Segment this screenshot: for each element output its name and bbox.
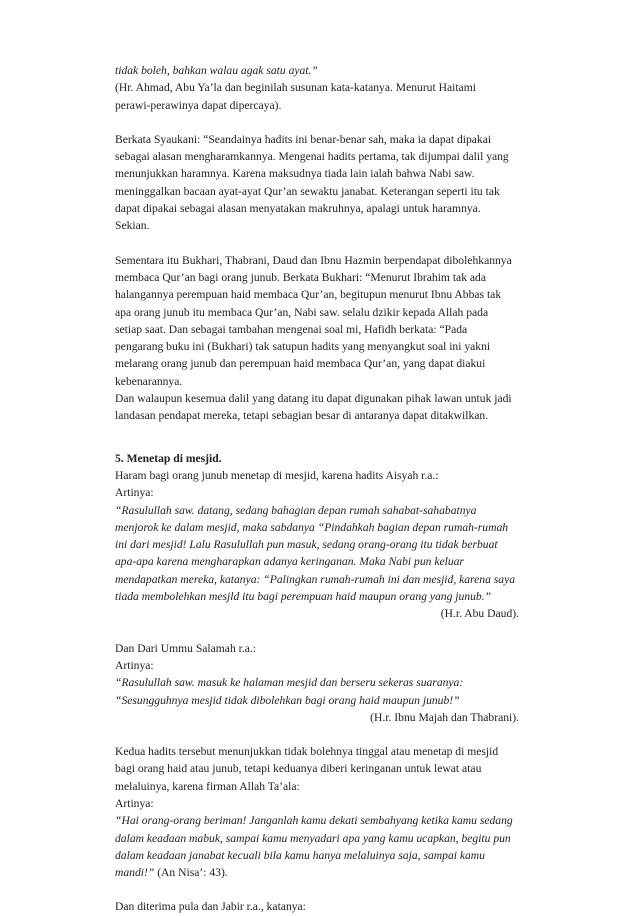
section-heading: 5. Menetap di mesjid. bbox=[115, 451, 222, 465]
text-line: (Hr. Ahmad, Abu Ya’la dan beginilah susunan kata-katanya. Menurut Haitami bbox=[115, 81, 476, 95]
text-line: “Sesungguhnya mesjid tidak dibolehkan bagi orang haid maupun junub!” bbox=[115, 693, 460, 707]
text-line: “Rasulullah saw. masuk ke halaman mesjid dan berseru sekeras suaranya: bbox=[115, 676, 464, 690]
text-line: sebagai alasan mengharamkannya. Mengenai hadits pertama, tak dijumpai dalil yang bbox=[115, 150, 509, 164]
text-line: pengarang buku ini (Bukhari) tak satupun hadits yang menyangkut soal ini yakni bbox=[115, 340, 491, 354]
text-line: Sekian. bbox=[115, 219, 150, 233]
text-line: Artinya: bbox=[115, 796, 154, 810]
text-line: tiada membolehkan mesjld itu bagi perempuan haid maupun orang yang junub.” bbox=[115, 590, 492, 604]
text-line: apa-apa karena mengharapkan adanya keringanan. Maka Nabi pun keluar bbox=[115, 555, 464, 569]
paragraph-an-nisa bbox=[115, 743, 525, 881]
text-line: dalam keadaan janabat kecuali bila kamu hanya melaluinya saja, sampai kamu bbox=[115, 848, 485, 862]
text-line: Artinya: bbox=[115, 486, 154, 500]
text-line: Berkata Syaukani: “Seandainya hadits ini benar-benar sah, maka ia dapat dipakai bbox=[115, 132, 492, 146]
text-line: perawi-perawinya dapat dipercaya). bbox=[115, 98, 282, 112]
text-line: kebenarannya. bbox=[115, 374, 183, 388]
text-line: bagi orang haid atau junub, tetapi keduanya diberi keringanan untuk lewat atau bbox=[115, 762, 482, 776]
text-line: Dan Dari Ummu Salamah r.a.: bbox=[115, 641, 257, 655]
verse-reference: (An Nisa’: 43). bbox=[154, 866, 228, 880]
text-line: Kedua hadits tersebut menunjukkan tidak bolehnya tinggal atau menetap di mesjid bbox=[115, 745, 499, 759]
text-line: setiap saat. Dan sebagai tambahan mengenai soal mi, Hafidh berkata: “Pada bbox=[115, 322, 468, 336]
text-line: Dan diterima pula dan Jabir r.a., katanya: bbox=[115, 900, 306, 914]
citation: (H.r. Abu Daud). bbox=[440, 607, 519, 621]
text-line: landasan pendapat mereka, tetapi sebagian besar di antaranya dapat ditakwilkan. bbox=[115, 409, 489, 423]
citation: (H.r. Ibnu Majah dan Thabrani). bbox=[370, 710, 519, 724]
text-line: meninggalkan bacaan ayat-ayat Qur’an sewaktu janabat. Keterangan seperti itu tak bbox=[115, 184, 500, 198]
text-line: Haram bagi orang junub menetap di mesjid, karena hadits Aisyah r.a.: bbox=[115, 468, 439, 482]
paragraph-syaukani bbox=[115, 131, 525, 235]
quote-end: mandi!” bbox=[115, 866, 155, 880]
paragraph-hadith-ahmad bbox=[115, 62, 525, 114]
text-line: menjorok ke dalam mesjid, maka sabdanya “Pindahkah bagian depan rumah-rumah bbox=[115, 520, 509, 534]
text-line: melaluinya, karena firman Allah Ta’ala: bbox=[115, 779, 300, 793]
paragraph-aisyah bbox=[115, 467, 525, 623]
document-page bbox=[115, 62, 525, 916]
text-line: Dan walaupun kesemua dalil yang datang itu dapat digunakan pihak lawan untuk jadi bbox=[115, 392, 512, 406]
text-line: Sementara itu Bukhari, Thabrani, Daud dan Ibnu Hazmin berpendapat dibolehkannya bbox=[115, 253, 512, 267]
text-line: ini dari mesjid! Lalu Rasulullah pun masuk, sedang orang-orang itu tidak berbuat bbox=[115, 538, 498, 552]
paragraph-bukhari bbox=[115, 252, 525, 425]
text-line: melarang orang junub dan perempuan haid membaca Qur’an, yang dapat diakui bbox=[115, 357, 486, 371]
text-line bbox=[115, 864, 525, 881]
paragraph-ummu-salamah bbox=[115, 640, 525, 726]
text-line: mendapatkan mereka, katanya: “Palingkan rumah-rumah ini dan mesjid, karena saya bbox=[115, 572, 516, 586]
text-line: menunjukkan haramnya. Karena maksudnya tiada lain ialah bahwa Nabi saw. bbox=[115, 167, 475, 181]
text-line: halangannya perempuan haid membaca Qur’an, begitupun menurut Ibnu Abbas tak bbox=[115, 288, 502, 302]
text-line: tidak boleh, bahkan walau agak satu ayat.” bbox=[115, 64, 318, 77]
text-line: membaca Qur’an bagi orang junub. Berkata Bukhari: “Menurut Ibrahim tak ada bbox=[115, 270, 486, 284]
text-line: “Hai orang-orang beriman! Janganlah kamu dekati sembahyang ketika kamu sedang bbox=[115, 814, 513, 828]
text-line: dalam keadaan mabuk, sampai kamu menyadari apa yang kamu ucapkan, begitu pun bbox=[115, 831, 511, 845]
text-line: apa orang junub itu membaca Qur’an, Nabi saw. selalu dzikir kepada Allah pada bbox=[115, 305, 489, 319]
text-line: Artinya: bbox=[115, 658, 154, 672]
text-line: dapat dipakai sebagai alasan menyatakan makruhnya, apalagi untuk haramnya. bbox=[115, 202, 481, 216]
text-line: “Rasulullah saw. datang, sedang bahagian depan rumah sahabat-sahabatnya bbox=[115, 503, 477, 517]
